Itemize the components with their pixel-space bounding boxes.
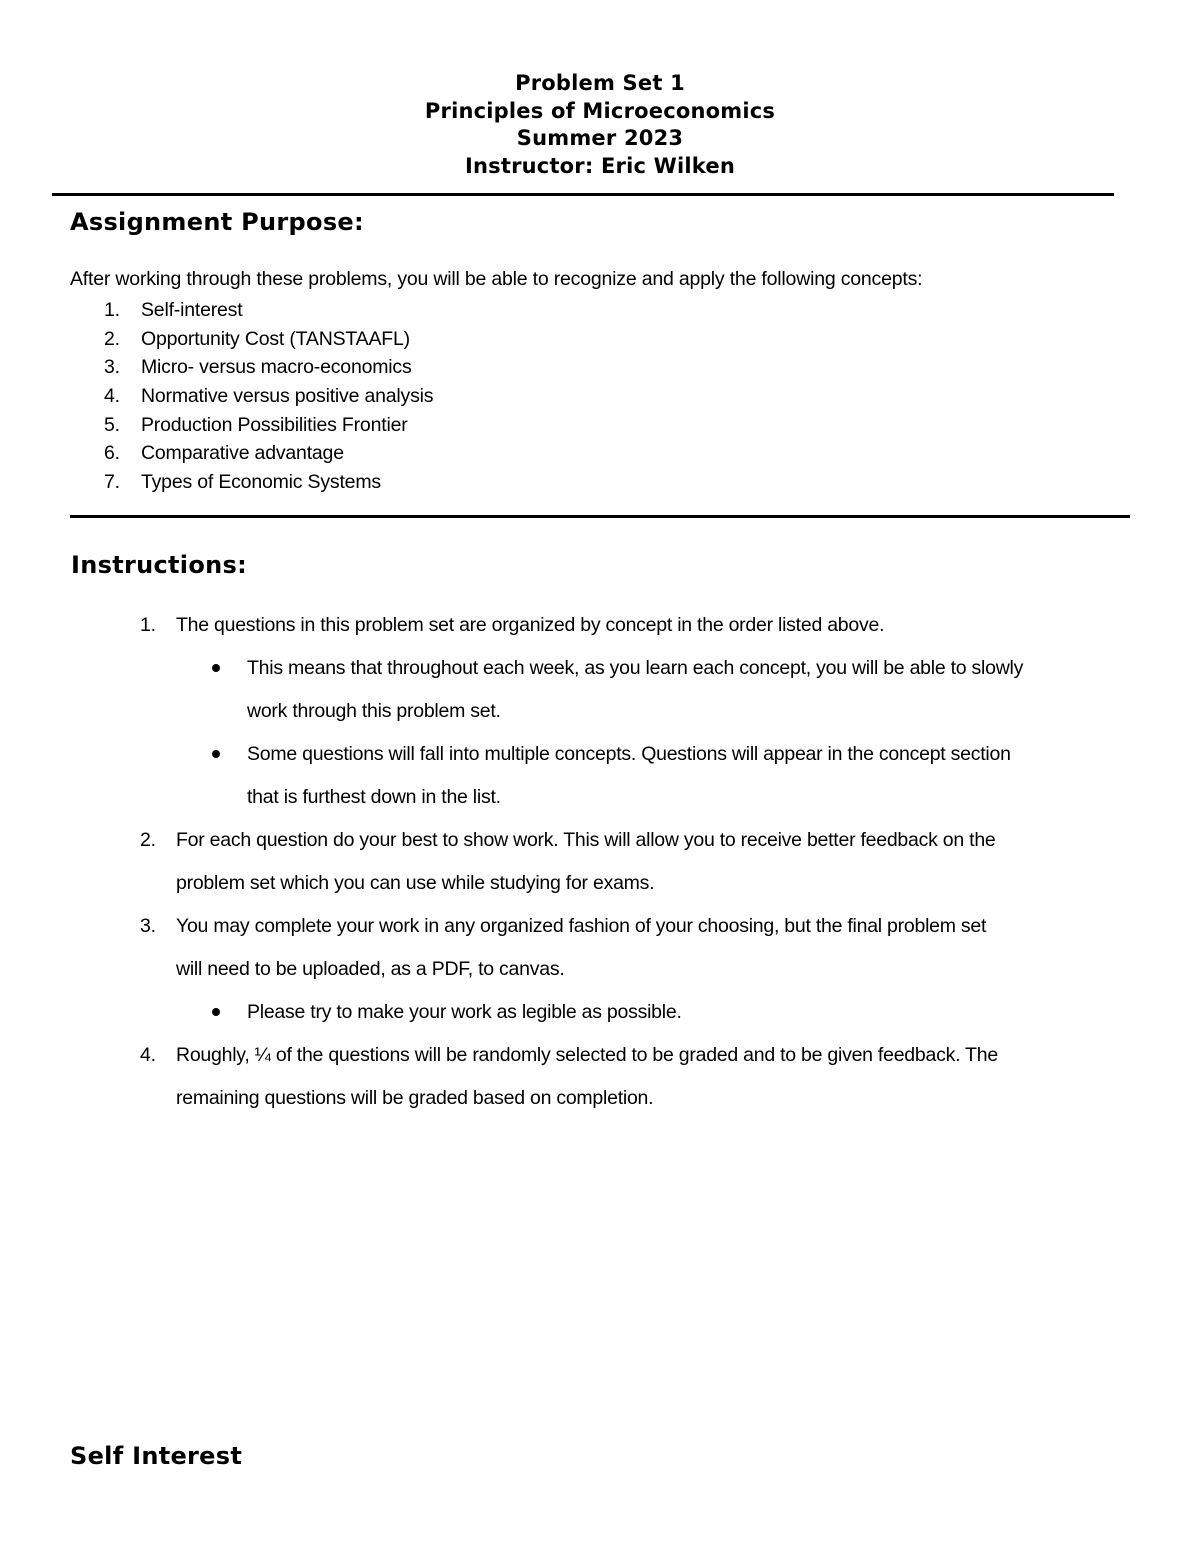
self-interest-heading: Self Interest [70, 1442, 243, 1470]
concept-item [104, 439, 433, 468]
concept-text: Micro- versus macro-economics [141, 356, 412, 379]
instruction-text: For each question do your best to show work. This will allow you to receive better feedback on the [176, 829, 996, 851]
concept-number: 2. [104, 327, 120, 350]
instruction-text-continued: work through this problem set. [247, 700, 501, 722]
concept-item [104, 296, 433, 325]
bullet-icon [212, 1008, 220, 1016]
instruction-text: Roughly, ¼ of the questions will be randomly selected to be graded and to be given feedback. The [176, 1044, 998, 1066]
instruction-bullet [247, 1000, 682, 1024]
instruction-text-continued: remaining questions will be graded based on completion. [176, 1087, 654, 1109]
purpose-intro: After working through these problems, you will be able to recognize and apply the following concepts: [70, 268, 923, 290]
concept-text: Self-interest [141, 299, 243, 321]
concept-item [104, 411, 433, 440]
instruction-text-continued: that is furthest down in the list. [247, 786, 501, 808]
concept-item [104, 325, 433, 354]
header-term: Summer 2023 [516, 126, 684, 150]
assignment-purpose-heading: Assignment Purpose: [70, 208, 364, 236]
concept-number: 5. [104, 413, 120, 436]
instruction-text: Some questions will fall into multiple concepts. Questions will appear in the concept section [247, 743, 1011, 765]
concept-text: Normative versus positive analysis [141, 385, 434, 408]
header-instructor: Instructor: Eric Wilken [464, 153, 735, 178]
concept-text: Types of Economic Systems [141, 471, 381, 494]
bullet-icon [212, 750, 220, 758]
instruction-item-1 [140, 613, 885, 637]
instruction-text: Please try to make your work as legible as possible. [247, 1001, 682, 1023]
instruction-text-continued: will need to be uploaded, as a PDF, to canvas. [176, 958, 565, 980]
purpose-divider [70, 515, 1130, 518]
instruction-item-4 [140, 1043, 998, 1067]
concept-number: 6. [104, 442, 120, 465]
instruction-number: 3. [140, 915, 156, 937]
instruction-bullet [247, 656, 1023, 680]
bullet-icon [212, 664, 220, 672]
instruction-text: This means that throughout each week, as you learn each concept, you will be able to slowly [247, 657, 1024, 679]
concept-text: Opportunity Cost (TANSTAAFL) [141, 327, 410, 350]
instructions-heading: Instructions: [71, 551, 247, 579]
instruction-text: You may complete your work in any organized fashion of your choosing, but the final problem set [176, 915, 987, 937]
concept-number: 4. [104, 385, 120, 408]
header-divider [52, 193, 1114, 196]
concept-number: 3. [104, 356, 120, 379]
concept-text: Comparative advantage [141, 442, 344, 465]
document-header [0, 70, 1200, 180]
concepts-list [104, 296, 433, 497]
instruction-item-3 [140, 914, 987, 938]
header-problem-set: Problem Set 1 [515, 71, 685, 95]
header-course: Principles of Microeconomics [424, 98, 776, 123]
instruction-number: 4. [140, 1044, 156, 1066]
concept-text: Production Possibilities Frontier [141, 413, 408, 436]
instruction-number: 1. [140, 614, 156, 636]
instruction-item-2 [140, 828, 996, 852]
instruction-text: The questions in this problem set are organized by concept in the order listed above. [176, 614, 885, 636]
instruction-text-continued: problem set which you can use while studying for exams. [176, 872, 655, 894]
instruction-number: 2. [140, 829, 156, 851]
concept-item [104, 353, 433, 382]
instruction-bullet [247, 742, 1011, 766]
concept-number: 7. [104, 471, 120, 494]
concept-number: 1. [104, 299, 120, 321]
concept-item [104, 468, 433, 497]
concept-item [104, 382, 433, 411]
